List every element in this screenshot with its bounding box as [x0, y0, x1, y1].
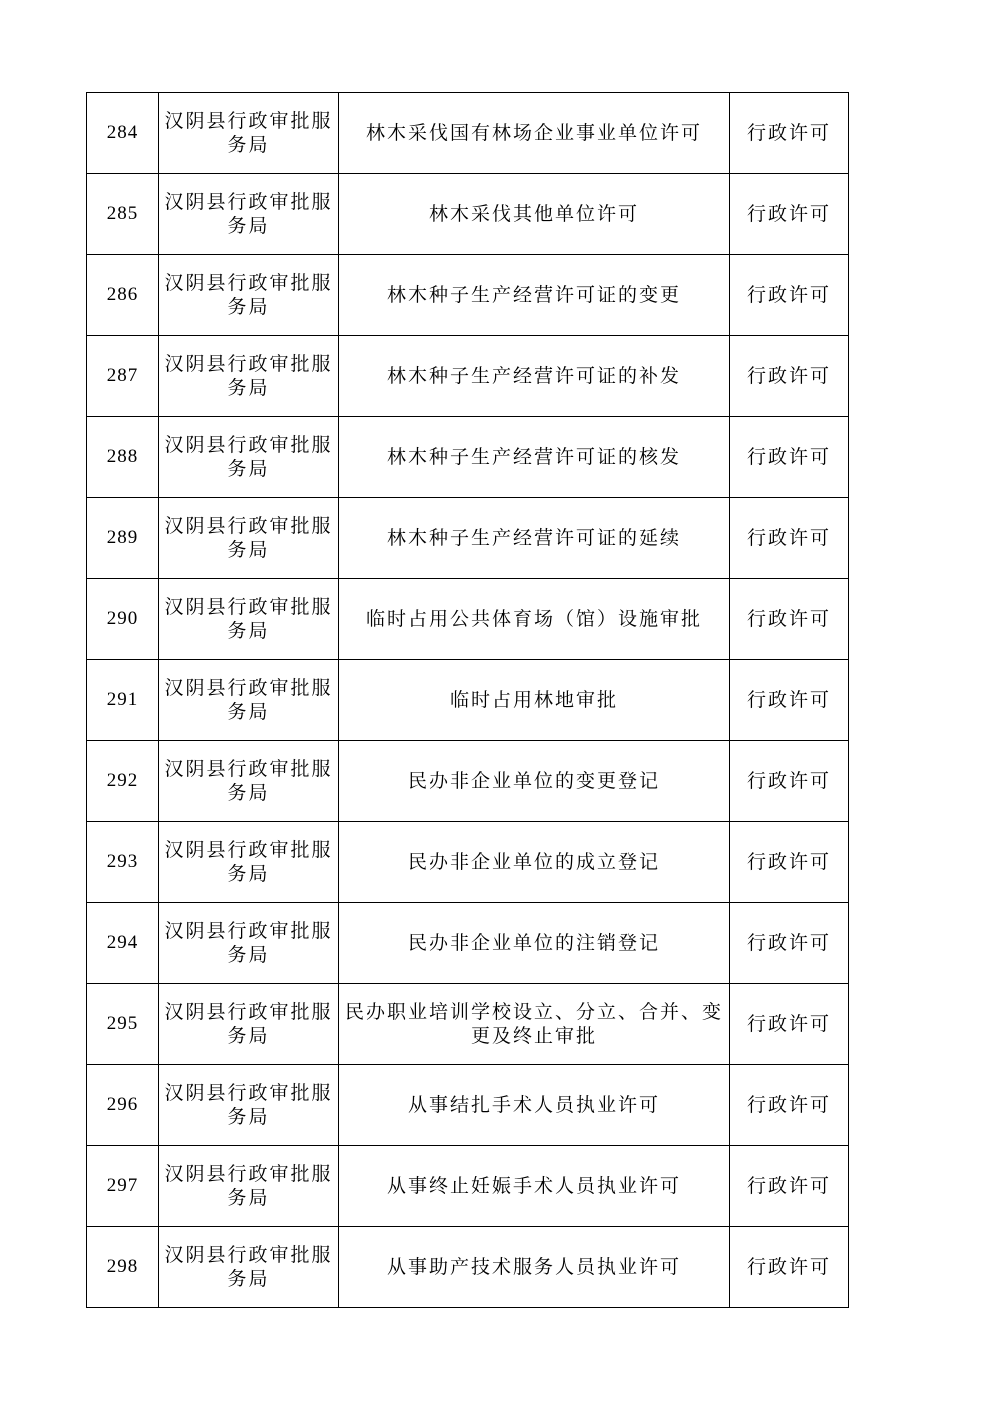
table-row — [87, 336, 849, 417]
item-name-cell: 林木种子生产经营许可证的核发 — [339, 417, 730, 498]
row-number-cell: 288 — [87, 417, 159, 498]
table-row — [87, 903, 849, 984]
row-number-cell: 295 — [87, 984, 159, 1065]
agency-cell: 汉阴县行政审批服务局 — [159, 1065, 339, 1146]
permit-type-cell: 行政许可 — [730, 174, 849, 255]
item-name-cell: 林木种子生产经营许可证的补发 — [339, 336, 730, 417]
table-row — [87, 579, 849, 660]
table-row — [87, 660, 849, 741]
item-name-cell: 民办非企业单位的成立登记 — [339, 822, 730, 903]
row-number-cell: 286 — [87, 255, 159, 336]
row-number-cell: 289 — [87, 498, 159, 579]
agency-cell: 汉阴县行政审批服务局 — [159, 417, 339, 498]
permit-type-cell: 行政许可 — [730, 660, 849, 741]
agency-cell: 汉阴县行政审批服务局 — [159, 822, 339, 903]
table-row — [87, 1065, 849, 1146]
table-row — [87, 93, 849, 174]
permit-type-cell: 行政许可 — [730, 93, 849, 174]
row-number-cell: 291 — [87, 660, 159, 741]
agency-cell: 汉阴县行政审批服务局 — [159, 255, 339, 336]
permit-type-cell: 行政许可 — [730, 579, 849, 660]
item-name-cell: 民办非企业单位的注销登记 — [339, 903, 730, 984]
table-row — [87, 1227, 849, 1308]
table-row — [87, 984, 849, 1065]
permit-table — [86, 92, 849, 1308]
row-number-cell: 290 — [87, 579, 159, 660]
agency-cell: 汉阴县行政审批服务局 — [159, 579, 339, 660]
row-number-cell: 287 — [87, 336, 159, 417]
row-number-cell: 298 — [87, 1227, 159, 1308]
item-name-cell: 林木种子生产经营许可证的变更 — [339, 255, 730, 336]
permit-type-cell: 行政许可 — [730, 498, 849, 579]
table-row — [87, 417, 849, 498]
permit-type-cell: 行政许可 — [730, 255, 849, 336]
row-number-cell: 292 — [87, 741, 159, 822]
agency-cell: 汉阴县行政审批服务局 — [159, 741, 339, 822]
item-name-cell: 从事终止妊娠手术人员执业许可 — [339, 1146, 730, 1227]
item-name-cell: 林木种子生产经营许可证的延续 — [339, 498, 730, 579]
item-name-cell: 临时占用公共体育场（馆）设施审批 — [339, 579, 730, 660]
table-row — [87, 1146, 849, 1227]
agency-cell: 汉阴县行政审批服务局 — [159, 336, 339, 417]
agency-cell: 汉阴县行政审批服务局 — [159, 1146, 339, 1227]
item-name-cell: 民办职业培训学校设立、分立、合并、变更及终止审批 — [339, 984, 730, 1065]
permit-type-cell: 行政许可 — [730, 1227, 849, 1308]
row-number-cell: 284 — [87, 93, 159, 174]
permit-type-cell: 行政许可 — [730, 741, 849, 822]
table-row — [87, 255, 849, 336]
item-name-cell: 民办非企业单位的变更登记 — [339, 741, 730, 822]
permit-type-cell: 行政许可 — [730, 822, 849, 903]
agency-cell: 汉阴县行政审批服务局 — [159, 984, 339, 1065]
row-number-cell: 285 — [87, 174, 159, 255]
table-body — [87, 93, 849, 1308]
permit-type-cell: 行政许可 — [730, 1065, 849, 1146]
row-number-cell: 293 — [87, 822, 159, 903]
permit-type-cell: 行政许可 — [730, 336, 849, 417]
table-row — [87, 741, 849, 822]
permit-type-cell: 行政许可 — [730, 417, 849, 498]
item-name-cell: 临时占用林地审批 — [339, 660, 730, 741]
agency-cell: 汉阴县行政审批服务局 — [159, 174, 339, 255]
permit-type-cell: 行政许可 — [730, 903, 849, 984]
permit-type-cell: 行政许可 — [730, 984, 849, 1065]
agency-cell: 汉阴县行政审批服务局 — [159, 93, 339, 174]
agency-cell: 汉阴县行政审批服务局 — [159, 903, 339, 984]
row-number-cell: 294 — [87, 903, 159, 984]
item-name-cell: 林木采伐国有林场企业事业单位许可 — [339, 93, 730, 174]
agency-cell: 汉阴县行政审批服务局 — [159, 660, 339, 741]
table-row — [87, 498, 849, 579]
table-row — [87, 822, 849, 903]
row-number-cell: 296 — [87, 1065, 159, 1146]
item-name-cell: 从事结扎手术人员执业许可 — [339, 1065, 730, 1146]
item-name-cell: 从事助产技术服务人员执业许可 — [339, 1227, 730, 1308]
agency-cell: 汉阴县行政审批服务局 — [159, 498, 339, 579]
agency-cell: 汉阴县行政审批服务局 — [159, 1227, 339, 1308]
row-number-cell: 297 — [87, 1146, 159, 1227]
item-name-cell: 林木采伐其他单位许可 — [339, 174, 730, 255]
permit-type-cell: 行政许可 — [730, 1146, 849, 1227]
table-row — [87, 174, 849, 255]
